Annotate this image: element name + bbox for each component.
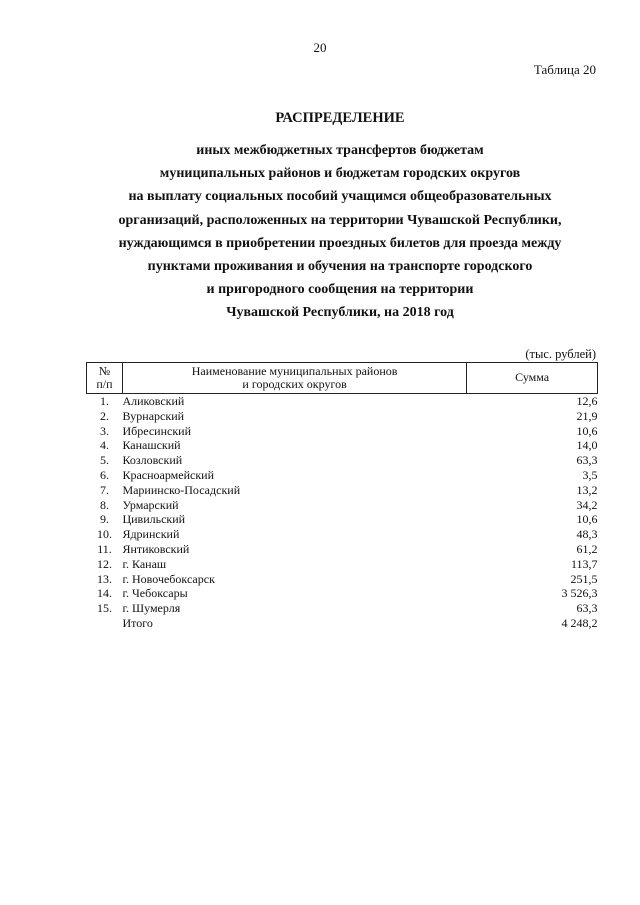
row-number: 9. bbox=[99, 512, 109, 527]
table-row bbox=[87, 483, 598, 498]
title-heading: РАСПРЕДЕЛЕНИЕ bbox=[275, 110, 405, 126]
title-line: иных межбюджетных трансфертов бюджетам bbox=[196, 143, 484, 158]
row-sum: 63,3 bbox=[576, 601, 598, 616]
table-header bbox=[87, 363, 598, 394]
row-name: Козловский bbox=[122, 453, 183, 468]
row-number: 2. bbox=[99, 408, 109, 423]
row-name: Вурнарский bbox=[122, 408, 185, 423]
header-number bbox=[87, 363, 123, 394]
table-row bbox=[87, 409, 598, 424]
row-name: г. Канаш bbox=[122, 556, 167, 571]
row-sum: 251,5 bbox=[570, 571, 598, 586]
row-number: 14. bbox=[96, 586, 112, 601]
row-sum: 3,5 bbox=[582, 467, 598, 482]
header-number-line1: № bbox=[98, 363, 111, 378]
row-sum: 61,2 bbox=[576, 541, 598, 556]
table-row bbox=[87, 394, 598, 409]
table-row bbox=[87, 453, 598, 468]
table-label: Таблица 20 bbox=[533, 62, 596, 77]
row-sum: 12,6 bbox=[576, 394, 598, 408]
title-line: муниципальных районов и бюджетам городских округов bbox=[159, 166, 521, 182]
header-name bbox=[122, 363, 466, 394]
row-sum: 13,2 bbox=[576, 482, 598, 497]
document-title bbox=[60, 110, 620, 325]
row-number: 13. bbox=[96, 571, 112, 586]
row-sum: 48,3 bbox=[576, 527, 598, 542]
row-name: Аликовский bbox=[122, 394, 185, 408]
row-number: 10. bbox=[96, 527, 112, 542]
row-name: Янтиковский bbox=[122, 541, 190, 556]
row-sum: 3 526,3 bbox=[561, 586, 598, 601]
header-number-line2: п/п bbox=[96, 377, 113, 391]
row-number: 4. bbox=[99, 438, 109, 453]
row-number: 5. bbox=[99, 453, 109, 468]
title-line: пунктами проживания и обучения на транспорте городского bbox=[147, 259, 533, 275]
table-row bbox=[87, 542, 598, 557]
total-sum: 4 248,2 bbox=[561, 615, 598, 630]
distribution-table bbox=[86, 362, 598, 631]
row-number: 7. bbox=[99, 482, 109, 497]
title-line: и пригородного сообщения на территории bbox=[206, 282, 474, 298]
row-name: Красноармейский bbox=[122, 467, 215, 482]
row-name: Ибресинский bbox=[122, 423, 192, 438]
table-row bbox=[87, 512, 598, 527]
row-sum: 63,3 bbox=[576, 453, 598, 468]
row-sum: 10,6 bbox=[576, 423, 598, 438]
title-line: Чувашской Республики, на 2018 год bbox=[226, 305, 454, 321]
row-number: 6. bbox=[99, 467, 109, 482]
title-line: нуждающимся в приобретении проездных билетов для проезда между bbox=[118, 235, 562, 251]
table-row bbox=[87, 572, 598, 587]
row-number: 15. bbox=[96, 601, 112, 616]
row-name: Цивильский bbox=[122, 512, 186, 527]
row-number: 11. bbox=[97, 541, 112, 556]
table-row bbox=[87, 424, 598, 439]
table-row bbox=[87, 438, 598, 453]
table-row bbox=[87, 498, 598, 513]
row-name: Канашский bbox=[122, 438, 181, 453]
table-row bbox=[87, 557, 598, 572]
row-name: г. Чебоксары bbox=[122, 586, 188, 601]
total-row bbox=[87, 616, 598, 631]
row-number: 12. bbox=[96, 556, 112, 571]
header-name-line1: Наименование муниципальных районов bbox=[191, 363, 398, 378]
units-label: (тыс. рублей) bbox=[525, 347, 596, 361]
row-name: Урмарский bbox=[122, 497, 179, 512]
title-line: организаций, расположенных на территории Чувашской Республики, bbox=[118, 212, 562, 228]
table-body bbox=[87, 394, 598, 631]
total-label: Итого bbox=[122, 615, 153, 630]
row-number: 3. bbox=[99, 423, 109, 438]
table-row bbox=[87, 527, 598, 542]
row-sum: 113,7 bbox=[570, 556, 598, 571]
row-sum: 10,6 bbox=[576, 512, 598, 527]
table-row bbox=[87, 586, 598, 601]
row-name: г. Новочебоксарск bbox=[122, 571, 215, 586]
row-sum: 34,2 bbox=[576, 497, 598, 512]
header-sum: Сумма bbox=[467, 363, 598, 394]
table-row bbox=[87, 601, 598, 616]
page-number: 20 bbox=[313, 40, 327, 55]
row-name: Мариинско-Посадский bbox=[122, 482, 241, 497]
row-sum: 21,9 bbox=[576, 408, 598, 423]
row-name: г. Шумерля bbox=[122, 601, 181, 616]
row-number: 1. bbox=[99, 394, 109, 408]
row-name: Ядринский bbox=[122, 527, 180, 542]
row-number: 8. bbox=[99, 497, 109, 512]
table-row bbox=[87, 468, 598, 483]
header-name-line2: и городских округов bbox=[242, 377, 347, 391]
total-number bbox=[87, 616, 123, 631]
row-sum: 14,0 bbox=[576, 438, 598, 453]
title-line: на выплату социальных пособий учащимся общеобразовательных bbox=[128, 189, 552, 205]
